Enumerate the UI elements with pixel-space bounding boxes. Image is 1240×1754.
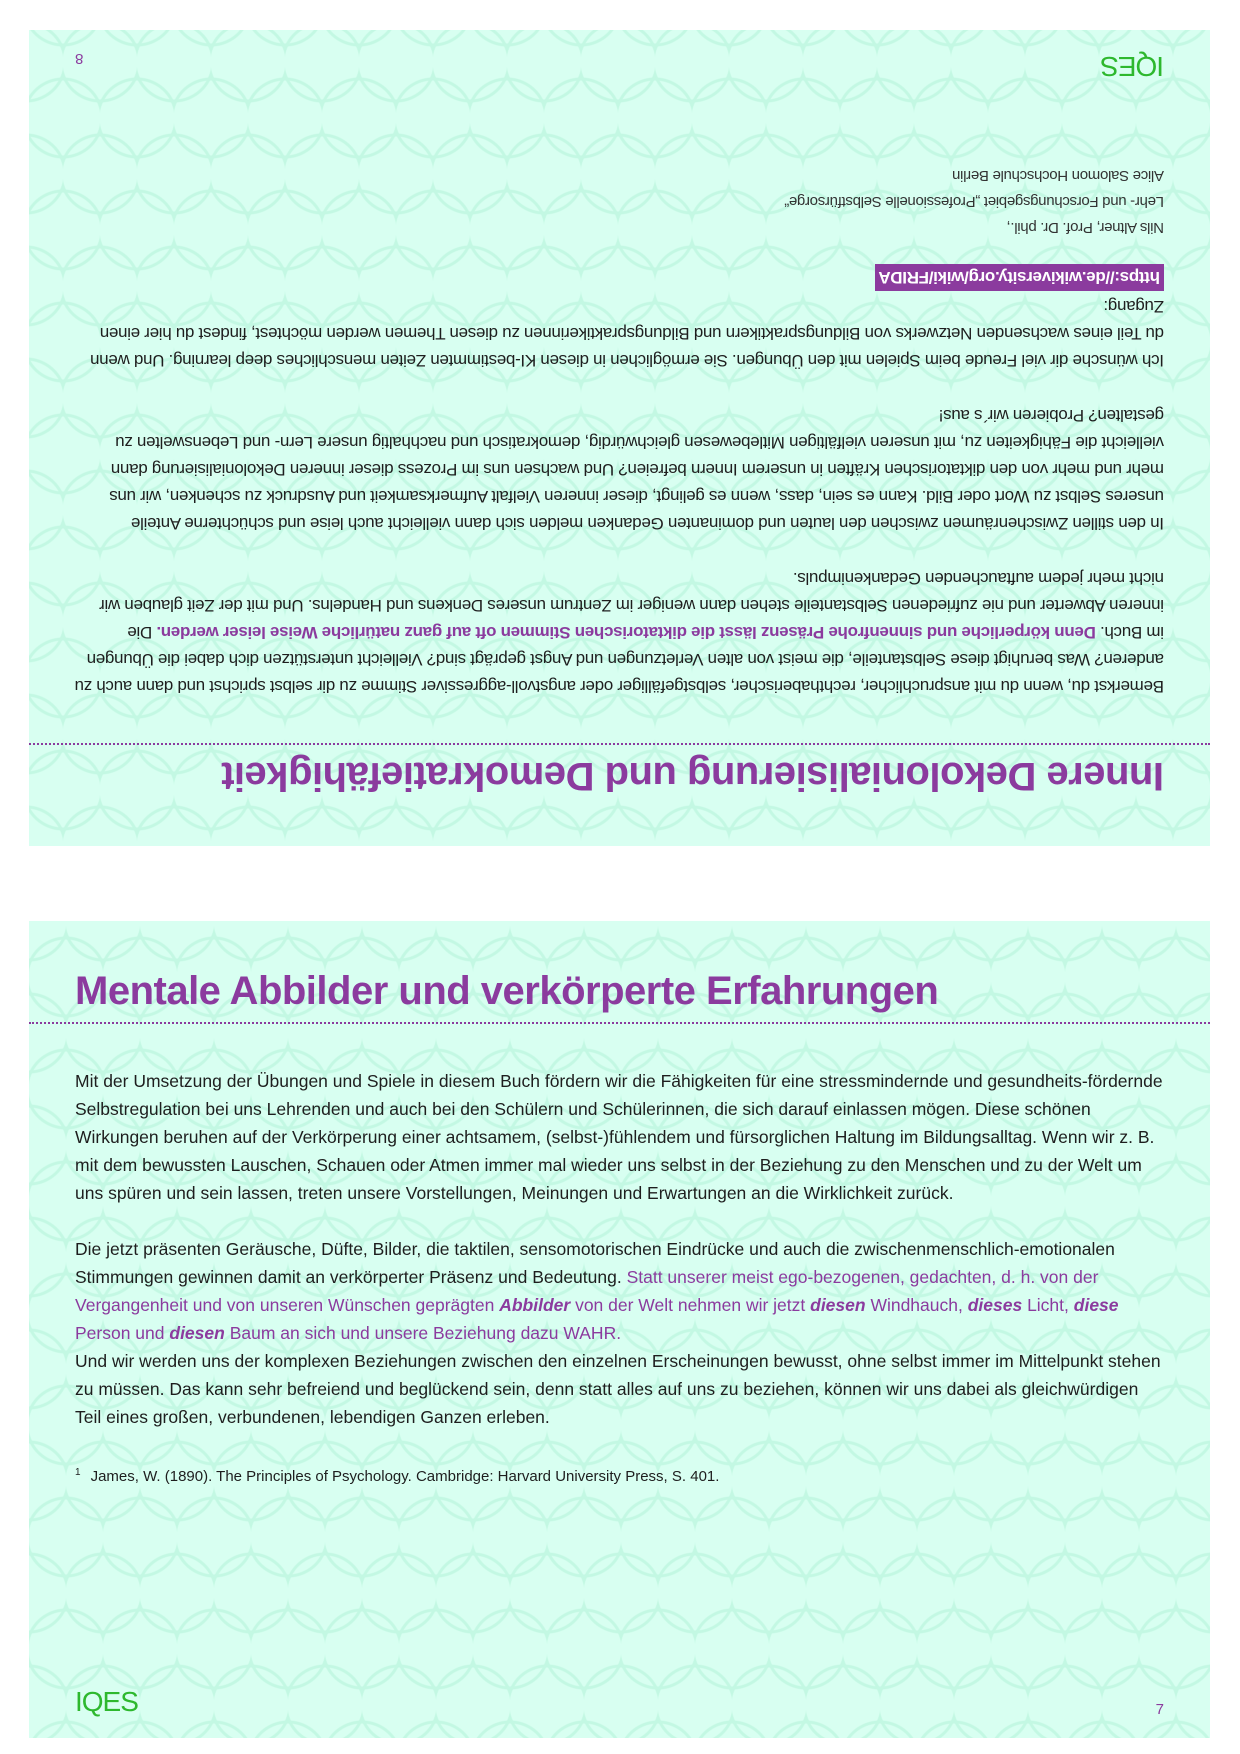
page-body bbox=[75, 1067, 1164, 1491]
footnote-text: James, W. (1890). The Principles of Psychology. Cambridge: Harvard University Press, S. 401. bbox=[90, 1468, 720, 1485]
emphasis: diese bbox=[1073, 1295, 1119, 1315]
paragraph: Mit der Umsetzung der Übungen und Spiele in diesem Buch fördern wir die Fähigkeiten für eine stressmindernde und gesundheits-fördernde Selbstregulation bei uns Lehrenden und auch bei den Schülern und Schülerinnen, die sich darauf einlassen mögen. Diese schönen Wirkungen beruhen auf der Verkörperung einer achtsamem, (selbst-)fühlendem und fürsorglichen Haltung im Bildungsalltag. Wenn wir z. B. mit dem bewussten Lauschen, Schauen oder Atmen immer mal wieder uns selbst in der Beziehung zu den Menschen und zu der Welt um uns spüren und sein lassen, treten unsere Vorstellungen, Meinungen und Erwartungen an die Wirklichkeit zurück. bbox=[75, 1071, 1163, 1203]
text: Die jetzt präsenten Geräusche, Düfte, Bilder, die taktilen, sensomotorischen Eindrücke und auch die zwischenmenschlich-emotionalen Stimmungen gewinnen damit an verkörperter Präsenz und Bedeutung. bbox=[75, 1239, 1115, 1287]
emphasis: diesen bbox=[169, 1323, 225, 1343]
text: Windhauch, bbox=[865, 1295, 968, 1315]
page-8-card-rotated bbox=[29, 30, 1210, 846]
page-body bbox=[69, 162, 1164, 700]
paragraph: In den stillen Zwischenräumen zwischen den lauten und dominanten Gedanken melden sich dann vielleicht auch leise und schüchterne Anteile unseres Selbst zu Wort oder Bild. Kann es sein, dass, wenn es gelingt, dieser inneren Vielfalt Aufmerksamkeit und Ausdruck zu schenken, wir uns mehr und mehr von den diktatorischen Kräften in unserem Innern befreien? Und wachsen uns im Prozess dieser inneren Dekolonialisierung dann vielleicht die Fähigkeiten zu, mit unseren vielfältigen Mitlebewesen gleichwürdig, demokratisch und nachhaltig unsere Lern- und Lebenswelten zu gestalten? Probieren wir´s aus! bbox=[109, 406, 1164, 533]
dotted-divider bbox=[29, 1022, 1210, 1024]
text: Bemerkst du, wenn du mit anspruchlicher, rechthaberischer, selbstgefälliger oder angstvoll-aggressiver Stimme zu dir selbst sprichst und dann auch zu anderen? Was beruhigt diese Selbstanteile, die meist von alten Verletzungen und Angst geprägt sind? Vielleicht unterstützen dich dabei die Übungen im Buch. bbox=[74, 623, 1164, 696]
paragraph: Und wir werden uns der komplexen Beziehungen zwischen den einzelnen Erscheinungen bewusst, ohne selbst immer im Mittelpunkt stehen zu müssen. Das kann sehr befreiend und beglückend sein, denn statt alles auf uns zu beziehen, können wir uns dabei als gleichwürdigen Teil eines großen, verbundenen, lebendigen Ganzen erleben. bbox=[75, 1351, 1161, 1427]
author-block bbox=[69, 162, 1164, 240]
author-role: Lehr- und Forschungsgebiet „Professionelle Selbstfürsorge“ bbox=[784, 193, 1164, 210]
page-7-card bbox=[29, 921, 1210, 1738]
author-name: Nils Altner, Prof. Dr. phil., bbox=[1006, 219, 1164, 236]
text: von der Welt nehmen wir jetzt bbox=[570, 1295, 811, 1315]
paragraph bbox=[69, 565, 1164, 700]
wikiversity-link[interactable]: https://de.wikiversity.org/wiki/FRIDA bbox=[875, 264, 1164, 291]
footnote-mark: 1 bbox=[75, 1467, 81, 1478]
highlight-text: Denn körperliche und sinnenfrohe Präsenz lässt die diktatorischen Stimmen oft auf ganz natürliche Weise leiser werden. bbox=[156, 623, 1096, 642]
author-institution: Alice Salomon Hochschule Berlin bbox=[952, 167, 1164, 184]
text: Ich wünsche dir viel Freude beim Spielen mit den Übungen. Sie ermöglichen in diesen KI-bestimmten Zeiten menschliches deep learning. Und wenn du Teil eines wachsenden Netzwerks von Bildungspraktikern und Bildungspraktikerinnen zu diesen Themen werden möchtest, findest du hier einen Zugang: bbox=[90, 297, 1164, 370]
iqes-logo: IQES bbox=[75, 1686, 138, 1717]
page-title: Innere Dekolonialisierung und Demokratiefähigkeit bbox=[221, 754, 1164, 798]
page-number: 8 bbox=[75, 50, 84, 67]
text: Baum an sich und unsere Beziehung dazu WAHR. bbox=[224, 1323, 622, 1343]
emphasis: diesen bbox=[810, 1295, 866, 1315]
dotted-divider bbox=[29, 743, 1210, 745]
text: Licht, bbox=[1022, 1295, 1074, 1315]
text: Person und bbox=[75, 1323, 170, 1343]
paragraph bbox=[69, 264, 1164, 374]
page-number: 7 bbox=[1155, 1701, 1164, 1718]
footnote bbox=[75, 1459, 1164, 1491]
text: Die inneren Abwerter und nie zufriedenen Selbstanteile stehen dann weniger im Zentrum unseres Denkens und Handelns. Und mit der Zeit glauben wir nicht mehr jedem auftauchenden Gedankenimpuls. bbox=[99, 569, 1164, 642]
iqes-logo: IQES bbox=[1101, 51, 1164, 82]
emphasis: dieses bbox=[967, 1295, 1023, 1315]
emphasis: Abbilder bbox=[499, 1295, 571, 1315]
text: Statt unserer meist ego-bezogenen, gedachten, d. h. von der Vergangenheit und von unseren Wünschen geprägten bbox=[75, 1267, 1099, 1315]
paragraph bbox=[75, 1235, 1164, 1347]
page-title: Mentale Abbilder und verkörperte Erfahrungen bbox=[75, 969, 939, 1013]
